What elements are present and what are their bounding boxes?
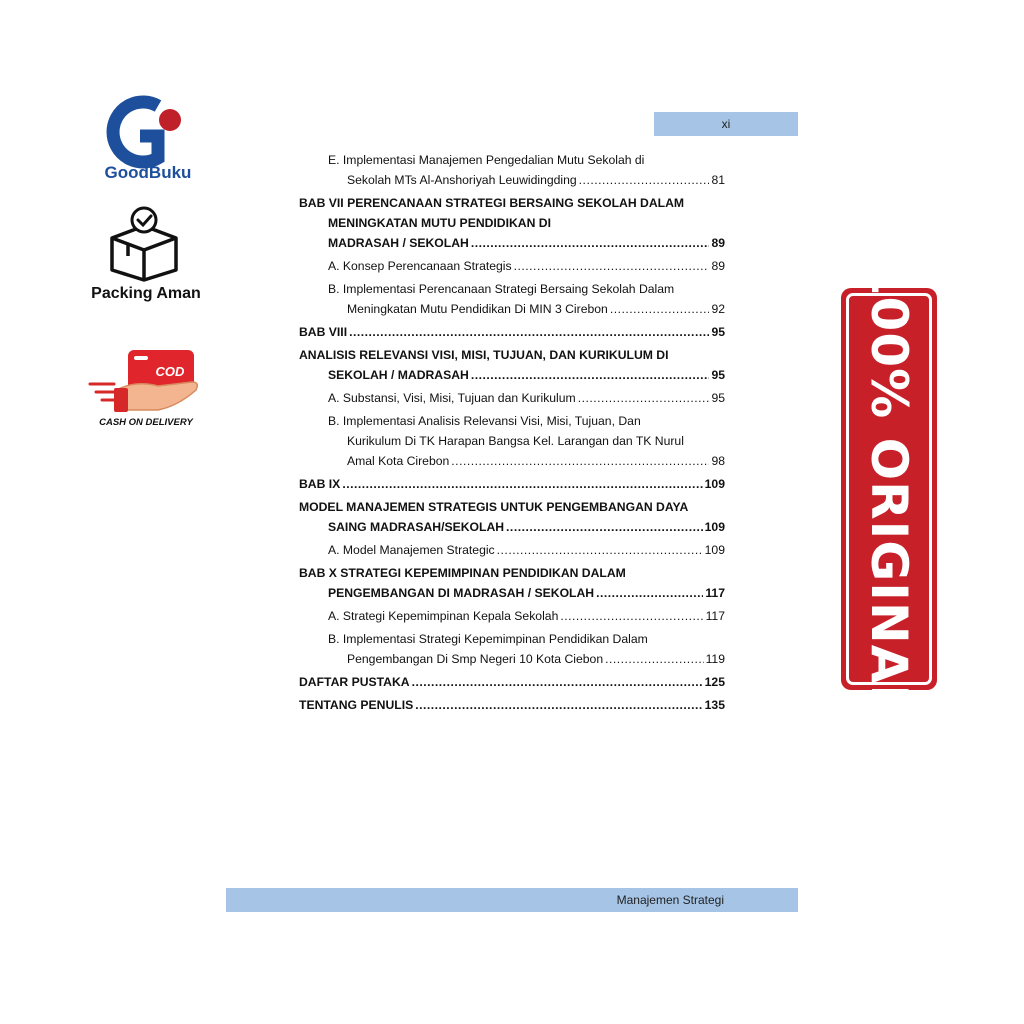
toc-page-number: 135 — [704, 698, 725, 712]
toc-page-number: 89 — [711, 259, 725, 273]
footer-title: Manajemen Strategi — [616, 893, 724, 907]
table-of-contents — [299, 150, 725, 715]
toc-page-number: 92 — [711, 302, 725, 316]
toc-page-number: 109 — [704, 477, 725, 491]
dot-leader — [605, 649, 703, 669]
toc-page-number: 89 — [711, 236, 725, 250]
toc-entry-text: BAB VIII — [299, 325, 348, 339]
toc-entry-text: A. Strategi Kepemimpinan Kepala Sekolah — [328, 609, 559, 623]
toc-entry-text: SAING MADRASAH/SEKOLAH — [328, 520, 505, 534]
toc-entry-text: Sekolah MTs Al-Anshoriyah Leuwidingding — [347, 173, 577, 187]
toc-entry-text: Pengembangan Di Smp Negeri 10 Kota Ciebon — [347, 652, 604, 666]
toc-chapter-entry — [299, 322, 725, 342]
toc-page-number: 98 — [711, 454, 725, 468]
toc-page-number: 117 — [705, 609, 725, 623]
toc-entry — [299, 649, 725, 669]
toc-entry-text: B. Implementasi Strategi Kepemimpinan Pendidikan Dalam — [328, 632, 648, 646]
toc-page-number: 119 — [705, 652, 725, 666]
toc-page-number: 109 — [704, 520, 725, 534]
dot-leader — [415, 695, 702, 715]
toc-chapter-entry — [299, 517, 725, 537]
dot-leader — [471, 365, 710, 385]
cash-on-delivery-icon — [88, 346, 206, 418]
dot-leader — [349, 322, 709, 342]
original-stamp — [841, 260, 937, 718]
toc-entry-text: MADRASAH / SEKOLAH — [328, 236, 469, 250]
toc-chapter-entry — [299, 672, 725, 692]
toc-entry — [299, 606, 725, 626]
dot-leader — [451, 451, 709, 471]
toc-chapter-heading: BAB X STRATEGI KEPEMIMPINAN PENDIDIKAN DALAM — [299, 566, 626, 580]
toc-page-number: 81 — [711, 173, 725, 187]
toc-page-number: 95 — [711, 391, 725, 405]
toc-chapter-entry — [299, 695, 725, 715]
package-box-icon — [106, 206, 182, 282]
toc-entry-text: B. Implementasi Perencanaan Strategi Bersaing Sekolah Dalam — [328, 282, 675, 296]
dot-leader — [471, 233, 710, 253]
dot-leader — [596, 583, 703, 603]
toc-chapter-entry — [299, 233, 725, 253]
toc-chapter-heading: MENINGKATAN MUTU PENDIDIKAN DI — [328, 216, 551, 230]
toc-chapter-heading: BAB VII PERENCANAAN STRATEGI BERSAING SEKOLAH DALAM — [299, 196, 685, 210]
dot-leader — [412, 672, 703, 692]
dot-leader — [610, 299, 710, 319]
toc-entry — [299, 540, 725, 560]
toc-entry-text: A. Model Manajemen Strategic — [328, 543, 495, 557]
toc-entry-text: SEKOLAH / MADRASAH — [328, 368, 469, 382]
packing-aman-label: Packing Aman — [91, 285, 201, 302]
toc-page-number: 117 — [705, 586, 725, 600]
toc-chapter-entry — [299, 474, 725, 494]
toc-entry — [299, 256, 725, 276]
toc-entry-text: Kurikulum Di TK Harapan Bangsa Kel. Larangan dan TK Nurul — [347, 434, 684, 448]
toc-entry-text: DAFTAR PUSTAKA — [299, 675, 410, 689]
dot-leader — [497, 540, 703, 560]
dot-leader — [514, 256, 710, 276]
toc-entry-text: A. Konsep Perencanaan Strategis — [328, 259, 512, 273]
toc-entry-text: PENGEMBANGAN DI MADRASAH / SEKOLAH — [328, 586, 595, 600]
toc-page-number: 109 — [704, 543, 725, 557]
toc-chapter-heading: MODEL MANAJEMEN STRATEGIS UNTUK PENGEMBANGAN DAYA — [299, 500, 689, 514]
toc-page-number: 95 — [711, 368, 725, 382]
toc-page-number: 95 — [711, 325, 725, 339]
dot-leader — [342, 474, 702, 494]
toc-chapter-entry — [299, 365, 725, 385]
dot-leader — [579, 170, 710, 190]
toc-entry — [299, 451, 725, 471]
dot-leader — [506, 517, 703, 537]
toc-entry — [299, 170, 725, 190]
toc-entry — [299, 299, 725, 319]
toc-entry-text: TENTANG PENULIS — [299, 698, 414, 712]
toc-chapter-heading: ANALISIS RELEVANSI VISI, MISI, TUJUAN, DAN KURIKULUM DI — [299, 348, 669, 362]
dot-leader — [560, 606, 703, 626]
toc-entry — [299, 388, 725, 408]
toc-entry-text: Amal Kota Cirebon — [347, 454, 450, 468]
toc-chapter-entry — [299, 583, 725, 603]
original-stamp-text: 100% ORIGINAL — [860, 260, 918, 718]
toc-page-number: 125 — [704, 675, 725, 689]
dot-leader — [578, 388, 710, 408]
footer-bar — [226, 888, 798, 912]
page-number-bar — [654, 112, 798, 136]
toc-entry-text: Meningkatan Mutu Pendidikan Di MIN 3 Cirebon — [347, 302, 608, 316]
toc-entry-text: E. Implementasi Manajemen Pengedalian Mutu Sekolah di — [328, 153, 645, 167]
brand-name: GoodBuku — [104, 163, 192, 182]
toc-entry-text: BAB IX — [299, 477, 341, 491]
cod-tag-text: COD — [155, 364, 185, 379]
toc-entry-text: A. Substansi, Visi, Misi, Tujuan dan Kurikulum — [328, 391, 576, 405]
page-number: xi — [721, 117, 731, 131]
cash-on-delivery-label: CASH ON DELIVERY — [99, 417, 193, 428]
toc-entry-text: B. Implementasi Analisis Relevansi Visi, Misi, Tujuan, Dan — [328, 414, 641, 428]
